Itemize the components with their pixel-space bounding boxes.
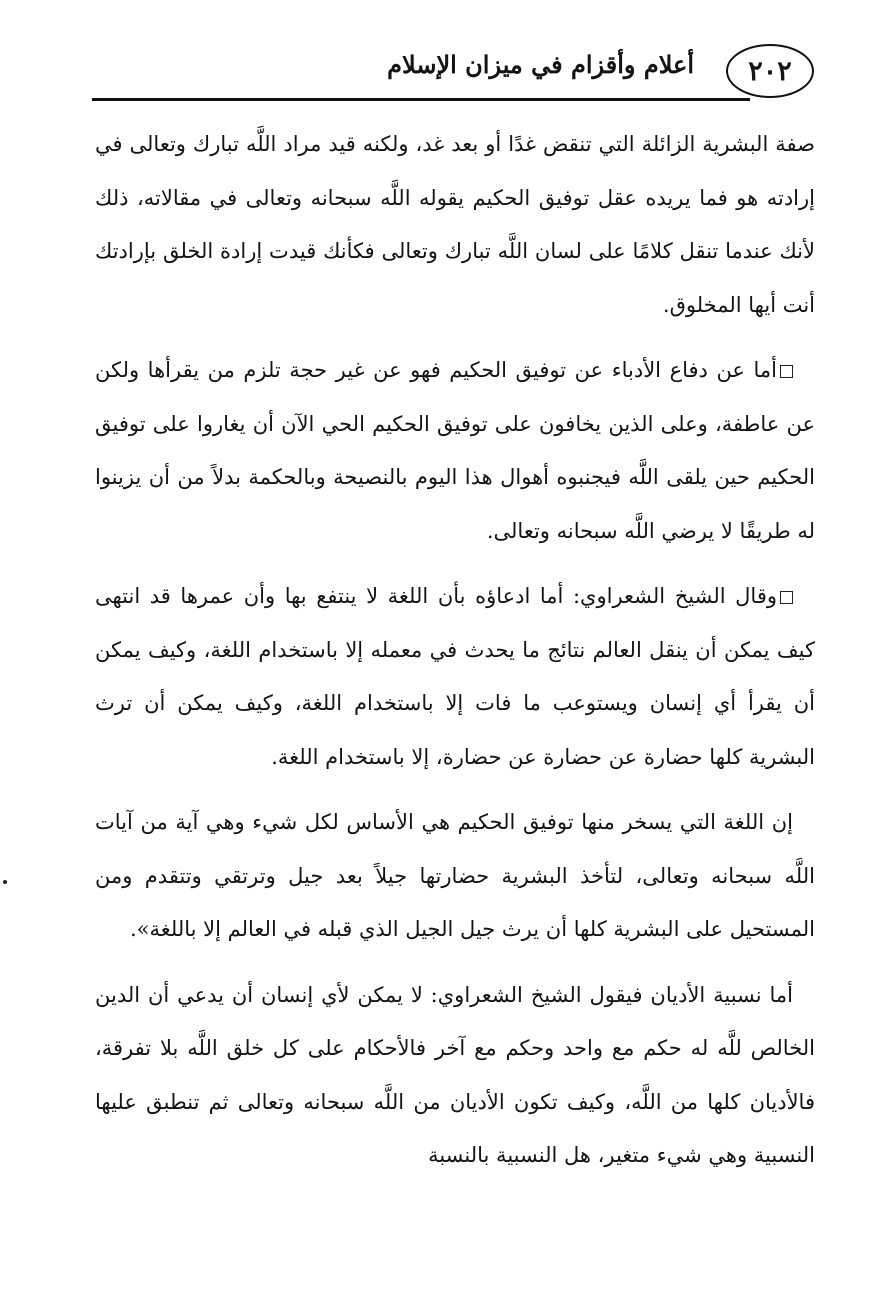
paragraph-5 xyxy=(95,969,815,1183)
running-title: أعلام وأقزام في ميزان الإسلام xyxy=(387,50,694,79)
header-rule xyxy=(92,98,750,101)
paragraph-text: وقال الشيخ الشعراوي: أما ادعاؤه بأن اللغة لا ينتفع بها وأن عمرها قد انتهى كيف يمكن أن ينقل العالم نتائج ما يحدث في معمله إلا باستخدام اللغة، وكيف يمكن أن يقرأ أي إنسان ويستوعب ما فات إلا باستخدام اللغة، وكيف يمكن أن ترث البشرية كلها حضارة عن حضارة عن حضارة، إلا باستخدام اللغة. xyxy=(95,584,815,769)
paragraph-text: أما نسبية الأديان فيقول الشيخ الشعراوي: لا يمكن لأي إنسان أن يدعي أن الدين الخالص للَّه له حكم مع واحد وحكم مع آخر فالأحكام على كل خلق اللَّه بلا تفرقة، فالأديان كلها من اللَّه، وكيف تكون الأديان من اللَّه سبحانه وتعالى ثم تنطبق عليها النسبية وهي شيء متغير، هل النسبية بالنسبة xyxy=(95,982,815,1167)
page-number: ٢٠٢ xyxy=(748,55,792,87)
paragraph-marker-icon xyxy=(780,365,793,378)
page-number-badge xyxy=(726,44,814,98)
paragraph-marker-icon xyxy=(780,591,793,604)
paragraph-text: صفة البشرية الزائلة التي تنقض غدًا أو بعد غد، ولكنه قيد مراد اللَّه تبارك وتعالى في إرادته هو فما يريده عقل توفيق الحكيم يقوله اللَّه سبحانه وتعالى في مقالاته، ذلك لأنك عندما تنقل كلامًا على لسان اللَّه تبارك وتعالى فكأنك قيدت إرادة الخلق بإرادتك أنت أيها المخلوق. xyxy=(95,132,815,317)
page-header xyxy=(92,38,814,102)
body-text xyxy=(95,118,815,1195)
paragraph-4 xyxy=(95,796,815,957)
paragraph-text: إن اللغة التي يسخر منها توفيق الحكيم هي الأساس لكل شيء وهي آية من آيات اللَّه سبحانه وتعالى، لتأخذ البشرية حضارتها جيلاً بعد جيل وترتقي وتتقدم ومن المستحيل على البشرية كلها أن يرث جيل الجيل الذي قبله في العالم إلا باللغة». xyxy=(95,810,815,941)
paragraph-3 xyxy=(95,570,815,784)
scan-speck xyxy=(3,880,7,884)
paragraph-1 xyxy=(95,118,815,332)
paragraph-text: أما عن دفاع الأدباء عن توفيق الحكيم فهو عن غير حجة تلزم من يقرأها ولكن عن عاطفة، وعلى الذين يخافون على توفيق الحكيم الحي الآن أن يغاروا على توفيق الحكيم حين يلقى اللَّه فيجنبوه أهوال هذا اليوم بالنصيحة وبالحكمة بدلاً من أن يزينوا له طريقًا لا يرضي اللَّه سبحانه وتعالى. xyxy=(95,358,815,543)
paragraph-2 xyxy=(95,344,815,558)
